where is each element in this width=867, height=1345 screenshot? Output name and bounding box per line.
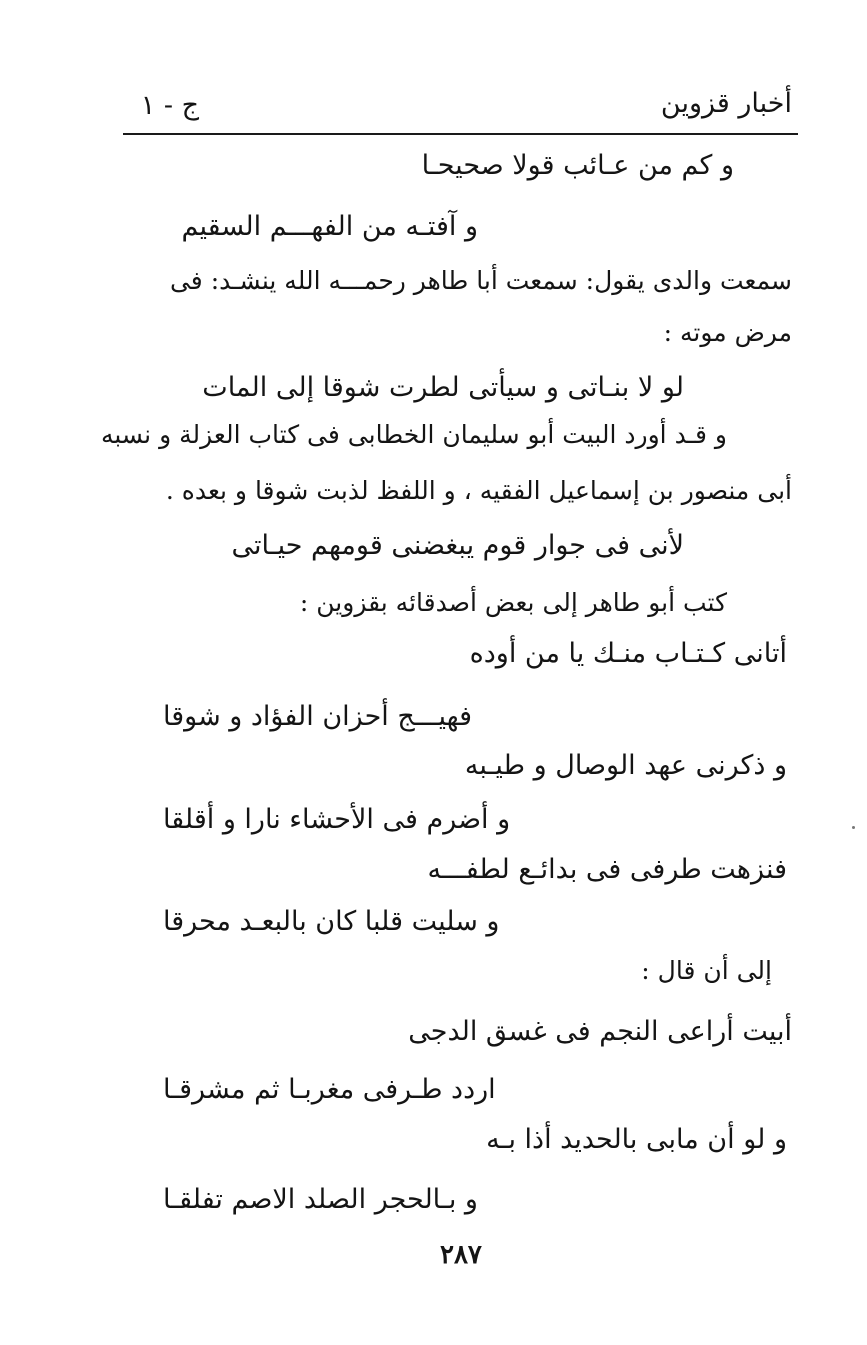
- prose-line: إلى أن قال :: [641, 956, 772, 985]
- verse-line: و سليت قلبا كان بالبعـد محرقا: [163, 906, 500, 937]
- verse-line: اردد طـرفى مغربـا ثم مشرقـا: [163, 1074, 496, 1105]
- prose-line: مرض موته :: [663, 318, 792, 347]
- volume-number: ج - ١: [140, 90, 199, 121]
- page-number: ٢٨٧: [440, 1240, 482, 1270]
- verse-line: فنزهت طرفى فى بدائـع لطفـــه: [427, 854, 787, 885]
- header-rule: [123, 133, 798, 135]
- verse-line: أبيت أراعى النجم فى غسق الدجى: [408, 1016, 792, 1047]
- verse-line: و كم من عـائب قولا صحيحـا: [421, 150, 734, 181]
- verse-line: لأنى فى جوار قوم يبغضنى قومهم حيـاتى: [231, 530, 684, 561]
- verse-line: و آفتـه من الفهـــم السقيم: [181, 211, 478, 242]
- verse-line: فهيـــج أحزان الفؤاد و شوقا: [163, 701, 473, 732]
- verse-line: و لو أن مابى بالحديد أذا بـه: [486, 1124, 787, 1155]
- prose-line: سمعت والدى يقول: سمعت أبا طاهر رحمـــه الله ينشـد: فى: [169, 266, 792, 295]
- prose-line: أبى منصور بن إسماعيل الفقيه ، و اللفظ لذبت شوقا و بعده .: [165, 476, 792, 505]
- scan-speck: [852, 826, 855, 829]
- book-title: أخبار قزوين: [660, 88, 792, 119]
- verse-line: و أضرم فى الأحشاء نارا و أقلقا: [163, 804, 511, 835]
- prose-line: كتب أبو طاهر إلى بعض أصدقائه بقزوين :: [299, 588, 727, 617]
- prose-line: و قـد أورد البيت أبو سليمان الخطابى فى كتاب العزلة و نسبه: [100, 420, 727, 449]
- verse-line: لو لا بنـاتى و سيأتى لطرت شوقا إلى المات: [202, 372, 684, 403]
- verse-line: أتانى كـتـاب منـك يا من أوده: [469, 638, 787, 669]
- verse-line: و بـالحجر الصلد الاصم تفلقـا: [163, 1184, 478, 1215]
- verse-line: و ذكرنى عهد الوصال و طيـبه: [464, 750, 787, 781]
